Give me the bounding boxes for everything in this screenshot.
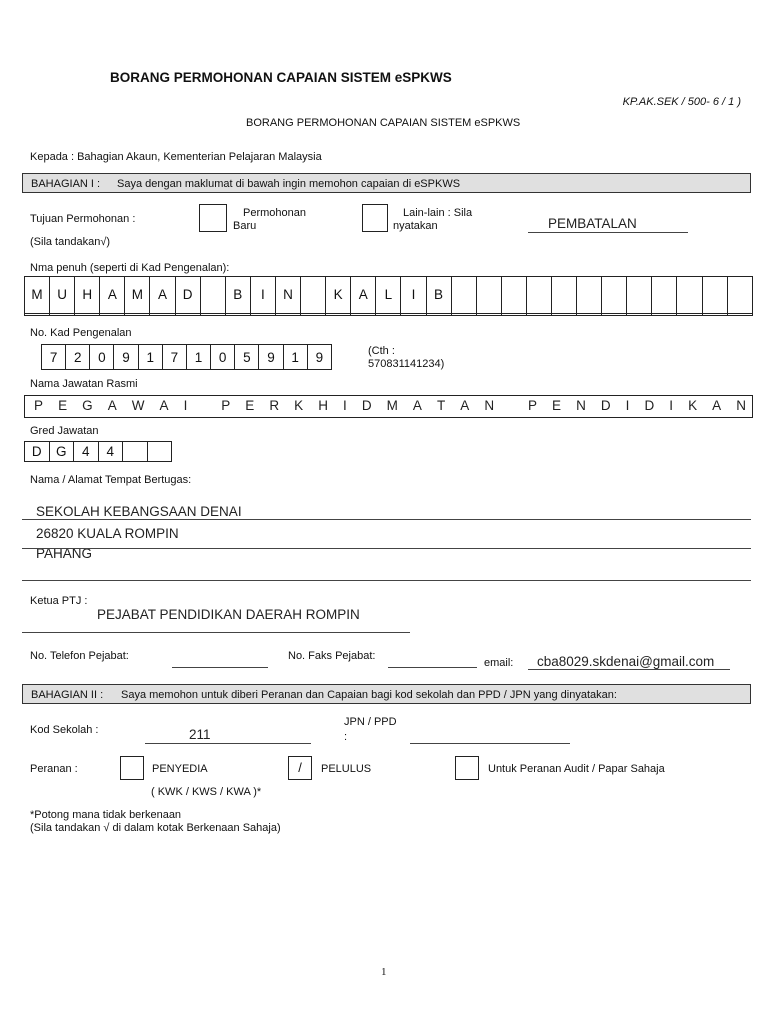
- position-char: I: [183, 398, 188, 413]
- name-char-cell[interactable]: [200, 277, 225, 314]
- jpn-ppd-colon: :: [344, 731, 348, 743]
- ic-digit-cell[interactable]: 0: [211, 345, 235, 370]
- name-char-cell[interactable]: [627, 313, 652, 315]
- form-title: BORANG PERMOHONAN CAPAIAN SISTEM eSPKWS: [110, 70, 452, 85]
- grade-char-cell[interactable]: 4: [98, 442, 123, 462]
- ptj-value[interactable]: PEJABAT PENDIDIKAN DAERAH ROMPIN: [97, 607, 360, 622]
- position-char: D: [600, 398, 611, 413]
- ic-example-1: (Cth :: [368, 345, 395, 357]
- section-2-text: Saya memohon untuk diberi Peranan dan Capaian bagi kod sekolah dan PPD / JPN yang dinyatakan:: [121, 689, 617, 701]
- phone-field[interactable]: [172, 667, 268, 668]
- form-reference: KP.AK.SEK / 500- 6 / 1 ): [622, 96, 741, 108]
- name-char-cell[interactable]: H: [75, 277, 100, 314]
- ic-number-grid[interactable]: [41, 344, 332, 370]
- position-char: P: [527, 398, 537, 413]
- position-char: W: [131, 398, 145, 413]
- ic-label: No. Kad Pengenalan: [30, 327, 132, 339]
- name-char-cell[interactable]: [526, 313, 551, 315]
- full-name-grid[interactable]: [24, 276, 753, 316]
- name-char-cell[interactable]: [702, 313, 727, 315]
- address-underline-2: [22, 548, 751, 549]
- name-char-cell[interactable]: [351, 313, 376, 315]
- email-value[interactable]: cba8029.skdenai@gmail.com: [537, 654, 715, 669]
- name-char-cell[interactable]: [602, 313, 627, 315]
- position-char: A: [712, 398, 722, 413]
- name-char-cell[interactable]: [652, 277, 677, 314]
- ic-example-2: 570831141234): [368, 358, 445, 370]
- name-char-cell[interactable]: I: [401, 277, 426, 314]
- name-char-cell[interactable]: [200, 313, 225, 315]
- position-char: [202, 398, 206, 413]
- phone-label: No. Telefon Pejabat:: [30, 650, 129, 662]
- name-char-cell[interactable]: [301, 277, 326, 314]
- position-char: H: [318, 398, 328, 413]
- position-char: P: [221, 398, 231, 413]
- purpose-label: Tujuan Permohonan :: [30, 213, 136, 225]
- name-char-cell[interactable]: [677, 277, 702, 314]
- school-code-label: Kod Sekolah :: [30, 724, 99, 736]
- name-char-cell[interactable]: [451, 277, 476, 314]
- address-line-1[interactable]: SEKOLAH KEBANGSAAN DENAI: [36, 504, 242, 519]
- other-purpose-value[interactable]: PEMBATALAN: [548, 216, 637, 231]
- position-char: P: [34, 398, 44, 413]
- name-char-cell[interactable]: [326, 313, 351, 315]
- position-char: G: [82, 398, 93, 413]
- ic-digit-cell[interactable]: 1: [283, 345, 307, 370]
- email-label: email:: [484, 657, 514, 669]
- ic-digit-cell[interactable]: 9: [114, 345, 138, 370]
- name-char-cell[interactable]: [526, 277, 551, 314]
- name-char-cell[interactable]: [376, 313, 401, 315]
- position-char: I: [625, 398, 630, 413]
- name-char-cell[interactable]: [301, 313, 326, 315]
- grade-char-cell[interactable]: G: [49, 442, 74, 462]
- name-char-cell[interactable]: [577, 313, 602, 315]
- name-char-cell[interactable]: [250, 313, 275, 315]
- name-char-cell[interactable]: A: [351, 277, 376, 314]
- note-line-1: *Potong mana tidak berkenaan: [30, 809, 182, 821]
- name-char-cell[interactable]: [677, 313, 702, 315]
- ic-digit-cell[interactable]: 1: [186, 345, 210, 370]
- grade-char-cell[interactable]: 4: [74, 442, 99, 462]
- grade-label: Gred Jawatan: [30, 425, 99, 437]
- ic-digit-cell[interactable]: 7: [162, 345, 186, 370]
- name-char-cell[interactable]: [150, 313, 175, 315]
- name-char-cell[interactable]: I: [250, 277, 275, 314]
- position-char: [509, 398, 513, 413]
- name-char-cell[interactable]: [476, 277, 501, 314]
- position-char: N: [576, 398, 586, 413]
- new-application-label-1: Permohonan: [243, 207, 306, 219]
- name-char-cell[interactable]: [225, 313, 250, 315]
- page-number: 1: [381, 966, 387, 978]
- address-underline-3: [22, 580, 751, 581]
- name-char-cell[interactable]: [551, 277, 576, 314]
- name-char-cell[interactable]: [401, 313, 426, 315]
- position-char: I: [669, 398, 674, 413]
- name-char-cell[interactable]: [476, 313, 501, 315]
- audit-checkbox[interactable]: [455, 756, 479, 780]
- position-char: K: [294, 398, 304, 413]
- section-1-text: Saya dengan maklumat di bawah ingin memohon capaian di eSPKWS: [117, 178, 461, 190]
- preparer-checkbox[interactable]: [120, 756, 144, 780]
- name-char-cell[interactable]: [652, 313, 677, 315]
- new-application-label-2: Baru: [233, 220, 257, 232]
- role-subtext: ( KWK / KWS / KWA )*: [151, 786, 262, 798]
- address-underline-1: [22, 519, 751, 520]
- name-char-cell[interactable]: A: [100, 277, 125, 314]
- other-purpose-checkbox[interactable]: [362, 204, 388, 232]
- ic-digit-cell[interactable]: 7: [42, 345, 66, 370]
- name-char-cell[interactable]: [426, 313, 451, 315]
- position-char: A: [159, 398, 169, 413]
- name-char-cell[interactable]: [175, 313, 200, 315]
- position-char: T: [436, 398, 446, 413]
- grade-char-cell[interactable]: [147, 442, 172, 462]
- name-char-cell[interactable]: [602, 277, 627, 314]
- name-char-cell[interactable]: L: [376, 277, 401, 314]
- ptj-underline: [22, 632, 410, 633]
- section-1-label: BAHAGIAN I :: [31, 178, 101, 190]
- name-char-cell[interactable]: N: [275, 277, 300, 314]
- name-char-cell[interactable]: [727, 313, 752, 315]
- name-char-cell[interactable]: [551, 313, 576, 315]
- name-char-cell[interactable]: [451, 313, 476, 315]
- name-char-cell[interactable]: U: [50, 277, 75, 314]
- position-label: Nama Jawatan Rasmi: [30, 378, 138, 390]
- position-char: D: [361, 398, 372, 413]
- position-char: R: [269, 398, 280, 413]
- approver-checkbox[interactable]: /: [288, 756, 312, 780]
- name-char-cell[interactable]: [125, 313, 150, 315]
- name-char-cell[interactable]: [75, 313, 100, 315]
- approver-label: PELULUS: [321, 763, 372, 775]
- purpose-hint: (Sila tandakan√): [30, 236, 111, 248]
- ic-digit-cell[interactable]: 2: [66, 345, 90, 370]
- section-2-label: BAHAGIAN II :: [31, 689, 104, 701]
- address-label: Nama / Alamat Tempat Bertugas:: [30, 474, 192, 486]
- role-label: Peranan :: [30, 763, 78, 775]
- ic-digit-cell[interactable]: 9: [307, 345, 331, 370]
- section-1-banner: [22, 173, 751, 193]
- audit-label: Untuk Peranan Audit / Papar Sahaja: [488, 763, 665, 775]
- position-char: I: [343, 398, 347, 413]
- position-char: D: [644, 398, 655, 413]
- position-char: N: [484, 398, 495, 413]
- name-char-cell[interactable]: M: [125, 277, 150, 314]
- position-char: M: [386, 398, 398, 413]
- name-char-cell[interactable]: B: [426, 277, 451, 314]
- name-char-cell[interactable]: [275, 313, 300, 315]
- preparer-label: PENYEDIA: [152, 763, 208, 775]
- email-underline: [528, 669, 730, 670]
- grade-grid[interactable]: [24, 441, 172, 462]
- position-char: E: [245, 398, 255, 413]
- position-char: K: [688, 398, 698, 413]
- name-char-cell[interactable]: [501, 277, 526, 314]
- name-char-cell[interactable]: [702, 277, 727, 314]
- school-code-underline: [145, 743, 311, 744]
- other-purpose-underline: [528, 232, 688, 233]
- name-char-cell[interactable]: B: [225, 277, 250, 314]
- name-char-cell[interactable]: [577, 277, 602, 314]
- ic-digit-cell[interactable]: 5: [235, 345, 259, 370]
- address-line-2[interactable]: 26820 KUALA ROMPIN: [36, 526, 179, 541]
- name-char-cell[interactable]: [627, 277, 652, 314]
- new-application-checkbox[interactable]: [199, 204, 227, 232]
- note-line-2: (Sila tandakan √ di dalam kotak Berkenaan Sahaja): [30, 822, 281, 834]
- fax-label: No. Faks Pejabat:: [288, 650, 376, 662]
- jpn-ppd-field[interactable]: [410, 743, 570, 744]
- address-line-3[interactable]: PAHANG: [36, 546, 93, 561]
- school-code-value[interactable]: 211: [189, 727, 211, 742]
- full-name-label: Nma penuh (seperti di Kad Pengenalan):: [30, 262, 230, 274]
- ptj-label: Ketua PTJ :: [30, 595, 88, 607]
- section-2-banner: [22, 684, 751, 704]
- form-subtitle: BORANG PERMOHONAN CAPAIAN SISTEM eSPKWS: [246, 117, 521, 129]
- position-char: E: [552, 398, 562, 413]
- jpn-ppd-label: JPN / PPD: [344, 716, 397, 728]
- fax-field[interactable]: [388, 667, 477, 668]
- grade-char-cell[interactable]: D: [25, 442, 50, 462]
- name-char-cell[interactable]: D: [175, 277, 200, 314]
- name-char-cell[interactable]: [50, 313, 75, 315]
- recipient-line: Kepada : Bahagian Akaun, Kementerian Pelajaran Malaysia: [30, 151, 322, 163]
- position-value: [34, 398, 746, 413]
- name-char-cell[interactable]: M: [25, 277, 50, 314]
- other-purpose-label-2: nyatakan: [393, 220, 438, 232]
- other-purpose-label-1: Lain-lain : Sila: [403, 207, 473, 219]
- name-char-cell[interactable]: [100, 313, 125, 315]
- ic-digit-cell[interactable]: 1: [138, 345, 162, 370]
- ic-digit-cell[interactable]: 9: [259, 345, 283, 370]
- name-char-cell[interactable]: [501, 313, 526, 315]
- position-char: E: [58, 398, 68, 413]
- ic-digit-cell[interactable]: 0: [90, 345, 114, 370]
- position-char: A: [107, 398, 117, 413]
- position-char: N: [736, 398, 746, 413]
- position-char: A: [460, 398, 470, 413]
- name-char-cell[interactable]: [25, 313, 50, 315]
- name-char-cell[interactable]: A: [150, 277, 175, 314]
- name-char-cell[interactable]: K: [326, 277, 351, 314]
- name-char-cell[interactable]: [727, 277, 752, 314]
- position-char: A: [412, 398, 422, 413]
- grade-char-cell[interactable]: [123, 442, 148, 462]
